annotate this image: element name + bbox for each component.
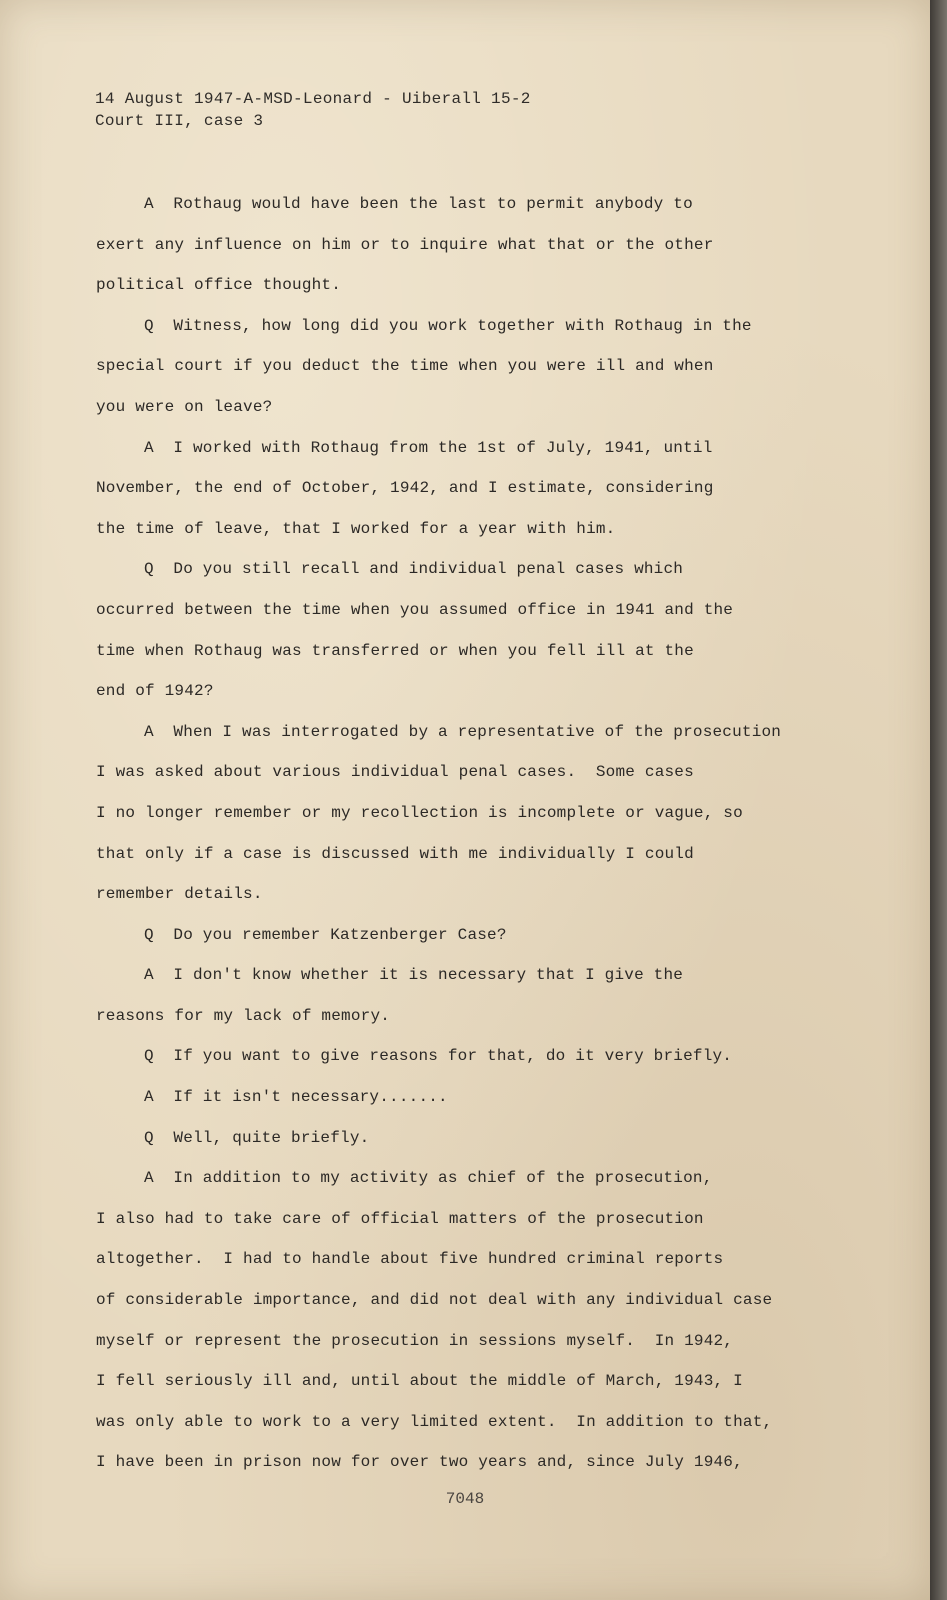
transcript-line: Q Well, quite briefly. xyxy=(144,1128,370,1147)
transcript-line: A I worked with Rothaug from the 1st of July, 1941, until xyxy=(144,438,713,457)
transcript-line: I also had to take care of official matters of the prosecution xyxy=(96,1209,704,1228)
transcript-line: A If it isn't necessary....... xyxy=(144,1088,448,1107)
document-header xyxy=(95,88,531,132)
transcript-line: exert any influence on him or to inquire what that or the other xyxy=(96,235,714,254)
transcript-line: A Rothaug would have been the last to permit anybody to xyxy=(144,195,693,213)
transcript-line: was only able to work to a very limited extent. In addition to that, xyxy=(96,1412,773,1431)
transcript-line: occurred between the time when you assumed office in 1941 and the xyxy=(96,600,734,619)
transcript-line: Q Do you remember Katzenberger Case? xyxy=(144,925,507,944)
transcript-line: A I don't know whether it is necessary that I give the xyxy=(144,966,684,985)
transcript-line: of considerable importance, and did not deal with any individual case xyxy=(96,1291,773,1310)
transcript-line: myself or represent the prosecution in sessions myself. In 1942, xyxy=(96,1331,734,1350)
transcript-line: political office thought. xyxy=(96,276,342,295)
transcript-line: remember details. xyxy=(96,885,263,904)
transcript-line: time when Rothaug was transferred or when you fell ill at the xyxy=(96,641,694,660)
transcript-line: end of 1942? xyxy=(96,682,214,701)
transcript-line: A When I was interrogated by a representative of the prosecution xyxy=(144,722,782,741)
transcript-line: I have been in prison now for over two years and, since July 1946, xyxy=(96,1453,743,1472)
page-number: 7048 xyxy=(445,1490,485,1508)
transcript-line: reasons for my lack of memory. xyxy=(96,1006,391,1025)
transcript-line: November, the end of October, 1942, and I estimate, considering xyxy=(96,479,714,498)
transcript-line: that only if a case is discussed with me individually I could xyxy=(96,844,694,863)
transcript-line: you were on leave? xyxy=(96,397,273,416)
transcript-line: A In addition to my activity as chief of the prosecution, xyxy=(144,1169,713,1188)
scan-edge xyxy=(930,0,947,1600)
transcript-line: Q If you want to give reasons for that, do it very briefly. xyxy=(144,1047,733,1066)
transcript-line: the time of leave, that I worked for a year with him. xyxy=(96,519,616,538)
transcript-line: Q Do you still recall and individual penal cases which xyxy=(144,560,684,579)
transcript-line: I fell seriously ill and, until about the middle of March, 1943, I xyxy=(96,1372,743,1391)
header-court-line: Court III, case 3 xyxy=(95,112,264,130)
header-session-line: 14 August 1947-A-MSD-Leonard - Uiberall 15-2 xyxy=(95,90,531,108)
transcript-line: special court if you deduct the time when you were ill and when xyxy=(96,357,714,376)
transcript-body xyxy=(96,184,816,1483)
transcript-line: Q Witness, how long did you work together with Rothaug in the xyxy=(144,316,752,335)
transcript-line: I was asked about various individual penal cases. Some cases xyxy=(96,763,694,782)
transcript-line: I no longer remember or my recollection is incomplete or vague, so xyxy=(96,803,743,822)
transcript-line: altogether. I had to handle about five hundred criminal reports xyxy=(96,1250,724,1269)
